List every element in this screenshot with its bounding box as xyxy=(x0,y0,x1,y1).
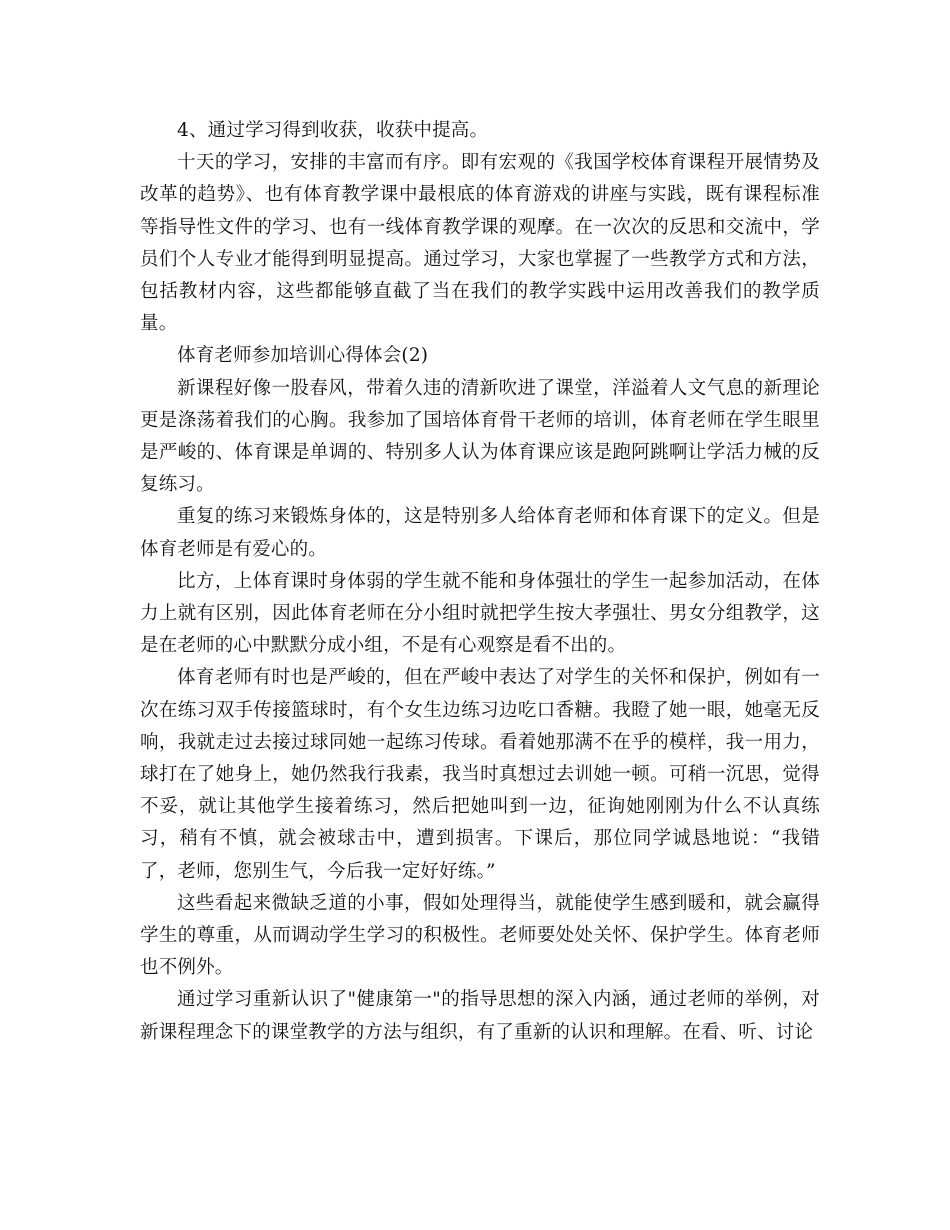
paragraph-7: 这些看起来微缺乏道的小事，假如处理得当，就能使学生感到暖和，就会赢得学生的尊重，从而调动学生学习的积极性。老师要处处关怀、保护学生。体育老师也不例外。 xyxy=(140,892,820,979)
paragraph-1: 4、通过学习得到收获，收获中提高。 xyxy=(177,120,489,141)
paragraph-8: 通过学习重新认识了"健康第一"的指导思想的深入内涵，通过老师的举例，对新课程理念下的课堂教学的方法与组织，有了重新的认识和理解。在看、听、讨论 xyxy=(140,989,820,1043)
paragraph-3: 新课程好像一股春风，带着久违的清新吹进了课堂，洋溢着人文气息的新理论更是涤荡着我们的心胸。我参加了国培体育骨干老师的培训，体育老师在学生眼里是严峻的、体育课是单调的、特别多人认为体育课应该是跑阿跳啊让学活力械的反复练习。 xyxy=(140,377,820,496)
paragraph-2: 十天的学习，安排的丰富而有序。即有宏观的《我国学校体育课程开展情势及改革的趋势》、也有体育教学课中最根底的体育游戏的讲座与实践，既有课程标准等指导性文件的学习、也有一线体育教学课的观摩。在一次次的反思和交流中，学员们个人专业才能得到明显提高。通过学习，大家也掌握了一些教学方式和方法，包括教材内容，这些都能够直截了当在我们的教学实践中运用改善我们的教学质量。 xyxy=(140,152,820,335)
document-body xyxy=(140,115,820,1049)
section-heading: 体育老师参加培训心得体会(2) xyxy=(177,345,429,367)
paragraph-4: 重复的练习来锻炼身体的，这是特别多人给体育老师和体育课下的定义。但是体育老师是有爱心的。 xyxy=(140,506,820,560)
paragraph-6: 体育老师有时也是严峻的，但在严峻中表达了对学生的关怀和保护，例如有一次在练习双手传接篮球时，有个女生边练习边吃口香糖。我瞪了她一眼，她毫无反响，我就走过去接过球同她一起练习传球。看着她那满不在乎的模样，我一用力，球打在了她身上，她仍然我行我素，我当时真想过去训她一顿。可稍一沉思，觉得不妥，就让其他学生接着练习，然后把她叫到一边，征询她刚刚为什么不认真练习，稍有不慎，就会被球击中，遭到损害。下课后，那位同学诚恳地说：“我错了，老师，您别生气，今后我一定好好练。” xyxy=(140,667,820,882)
paragraph-5: 比方，上体育课时身体弱的学生就不能和身体强壮的学生一起参加活动，在体力上就有区别，因此体育老师在分小组时就把学生按大孝强壮、男女分组教学，这是在老师的心中默默分成小组，不是有心观察是看不出的。 xyxy=(140,570,820,657)
